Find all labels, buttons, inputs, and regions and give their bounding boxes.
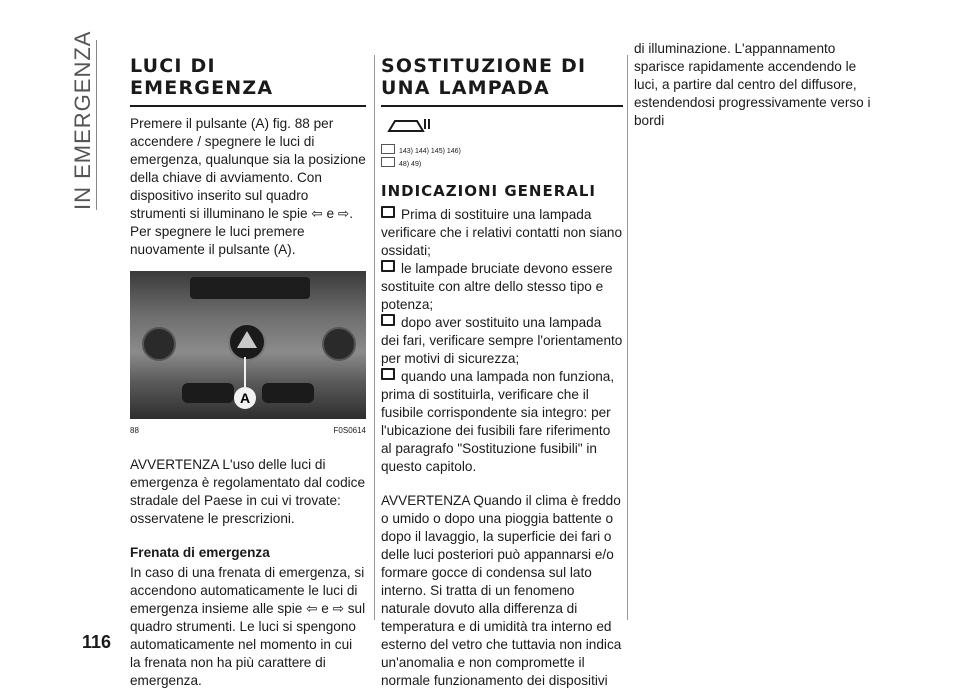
column-divider xyxy=(627,55,628,620)
caution-icon xyxy=(381,157,395,167)
bullet-box-icon xyxy=(381,368,395,380)
page-number: 116 xyxy=(82,632,112,652)
callout-pointer xyxy=(244,357,246,387)
emergency-braking-text: In caso di una frenata di emergenza, si accendono automaticamente le luci di emergenza insieme alle spie ⇦ e ⇨ sul quadro strumenti. Le luci si spengono automaticamente nel momento in cui la frenata non ha più carattere di emergenza. xyxy=(130,565,366,688)
bullet-box-icon xyxy=(381,206,395,218)
radio-panel xyxy=(190,277,310,299)
car-symbol-icon xyxy=(387,115,433,135)
emergency-lights-intro: Premere il pulsante (A) fig. 88 per accendere / spegnere le luci di emergenza, qualunque sia la posizione della chiave di avviamento. Con dispositivo inserito sul quadro strumenti si illuminano le spie ⇦ e ⇨. Per spegnere le luci premere nuovamente il pulsante (A). xyxy=(130,116,366,257)
bullet-item: quando una lampada non funziona, prima di sostituirla, verificare che il fusibile corrispondente sia integro: per l'ubicazione dei fusibili fare riferimento al paragrafo "Sostituzione fusibili" in questo capitolo. xyxy=(381,369,615,474)
bullet-item: dopo aver sostituito una lampada dei fari, verificare sempre l'orientamento per motivi di sicurezza; xyxy=(381,315,623,366)
bullet-box-icon xyxy=(381,260,395,272)
warning-references: 143) 144) 145) 146) 48) 49) xyxy=(381,144,623,170)
figure-caption xyxy=(130,422,366,440)
column-bulb-replacement xyxy=(381,55,623,690)
column-continuation xyxy=(634,40,876,130)
left-indicator-icon: ⇦ xyxy=(306,601,318,616)
subheading-general-info: INDICAZIONI GENERALI xyxy=(381,182,597,200)
left-indicator-icon: ⇦ xyxy=(311,206,323,221)
condensation-warning-continued: di illuminazione. L'appannamento sparisce rapidamente accendendo le luci, a partire dal centro del diffusore, estendendosi progressivamente verso i bordi xyxy=(634,41,871,128)
left-knob xyxy=(142,327,176,361)
chapter-tab: IN EMERGENZA xyxy=(70,30,95,210)
bullet-box-icon xyxy=(381,314,395,326)
figure-number: 88 xyxy=(130,426,139,435)
column-divider xyxy=(374,55,375,620)
condensation-warning: AVVERTENZA Quando il clima è freddo o umido o dopo una pioggia battente o dopo il lavaggio, la superficie dei fari o delle luci posteriori può appannarsi e/o formare gocce di condensa sul lato interno. Si tratta di un fenomeno naturale dovuto alla differenza di temperatura e di umidità tra interno ed esterno del vetro che tuttavia non indica un'anomalia e non compromette il normale funzionamento dei dispositivi xyxy=(381,493,622,688)
right-indicator-icon: ⇨ xyxy=(337,206,350,221)
section-heading-emergency-lights: LUCI DI EMERGENZA xyxy=(130,55,366,107)
bullet-item: le lampade bruciate devono essere sostituite con altre dello stesso tipo e potenza; xyxy=(381,261,613,312)
right-vent xyxy=(262,383,314,403)
right-indicator-icon: ⇨ xyxy=(332,601,344,616)
emergency-lights-warning: AVVERTENZA L'uso delle luci di emergenza è regolamentato dal codice stradale del Paese in cui vi trovate: osservatene le prescrizioni. xyxy=(130,457,366,526)
left-vent xyxy=(182,383,234,403)
right-knob xyxy=(322,327,356,361)
callout-label-a: A xyxy=(234,387,256,409)
section-heading-bulb-replacement: SOSTITUZIONE DI UNA LAMPADA xyxy=(381,55,623,107)
car-warning-icon xyxy=(387,115,623,140)
column-emergency-lights xyxy=(130,55,366,690)
figure-code: F0S0614 xyxy=(333,426,366,435)
bullet-item: Prima di sostituire una lampada verificare che i relativi contatti non siano ossidati; xyxy=(381,207,623,258)
hazard-button-photo xyxy=(130,271,366,419)
hazard-button xyxy=(228,323,266,361)
warning-triangle-icon xyxy=(381,144,395,154)
subheading-emergency-braking: Frenata di emergenza xyxy=(130,545,270,560)
